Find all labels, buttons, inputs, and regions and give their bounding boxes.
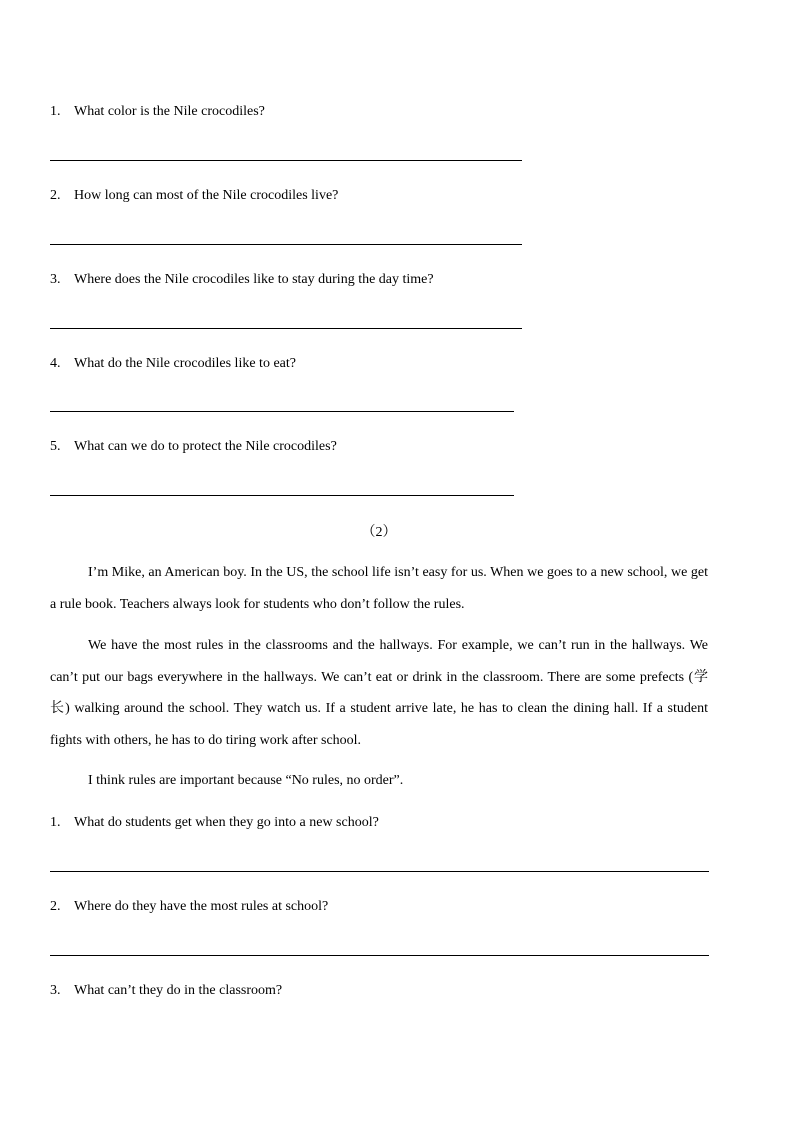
question-3 (50, 271, 434, 289)
question-4 (50, 355, 296, 373)
question-2-2 (50, 898, 328, 916)
passage-paragraph-3: I think rules are important because “No rules, no order”. (88, 773, 404, 788)
passage (50, 557, 708, 620)
answer-line-1[interactable] (50, 160, 522, 161)
question-text: How long can most of the Nile crocodiles live? (74, 188, 339, 203)
question-text: What do the Nile crocodiles like to eat? (74, 356, 296, 371)
answer-line-4[interactable] (50, 411, 514, 412)
passage (50, 630, 708, 756)
answer-line-2-2[interactable] (50, 955, 709, 956)
question-number: 3. (50, 983, 61, 998)
answer-line-2-1[interactable] (50, 871, 709, 872)
question-number: 2. (50, 899, 61, 914)
question-number: 1. (50, 104, 61, 119)
question-number: 4. (50, 356, 61, 371)
question-number: 2. (50, 188, 61, 203)
question-number: 3. (50, 272, 61, 287)
passage-paragraph-1: I’m Mike, an American boy. In the US, the school life isn’t easy for us. When we goes to a new school, we get a rule book. Teachers always look for students who don’t follow the rules. (50, 565, 708, 612)
answer-line-3[interactable] (50, 328, 522, 329)
question-text: Where does the Nile crocodiles like to stay during the day time? (74, 272, 434, 287)
question-5 (50, 438, 337, 456)
section-heading: （2） (361, 525, 397, 540)
question-number: 5. (50, 439, 61, 454)
question-text: What color is the Nile crocodiles? (74, 104, 265, 119)
question-number: 1. (50, 815, 61, 830)
passage (50, 765, 708, 797)
question-text: What can we do to protect the Nile crocodiles? (74, 439, 337, 454)
question-2 (50, 187, 338, 205)
question-text: What do students get when they go into a new school? (74, 815, 379, 830)
question-text: What can’t they do in the classroom? (74, 983, 283, 998)
question-1 (50, 103, 265, 121)
answer-line-2[interactable] (50, 244, 522, 245)
question-text: Where do they have the most rules at school? (74, 899, 329, 914)
question-2-3 (50, 982, 282, 1000)
passage-paragraph-2: We have the most rules in the classrooms and the hallways. For example, we can’t run in the hallways. We can’t put our bags everywhere in the hallways. We can’t eat or drink in the classroom. There are some prefects (学长) walking around the school. They watch us. If a student arrive late, he has to clean the dining hall. If a student fights with others, he has to do tiring work after school. (50, 638, 708, 748)
answer-line-5[interactable] (50, 495, 514, 496)
question-2-1 (50, 814, 379, 832)
